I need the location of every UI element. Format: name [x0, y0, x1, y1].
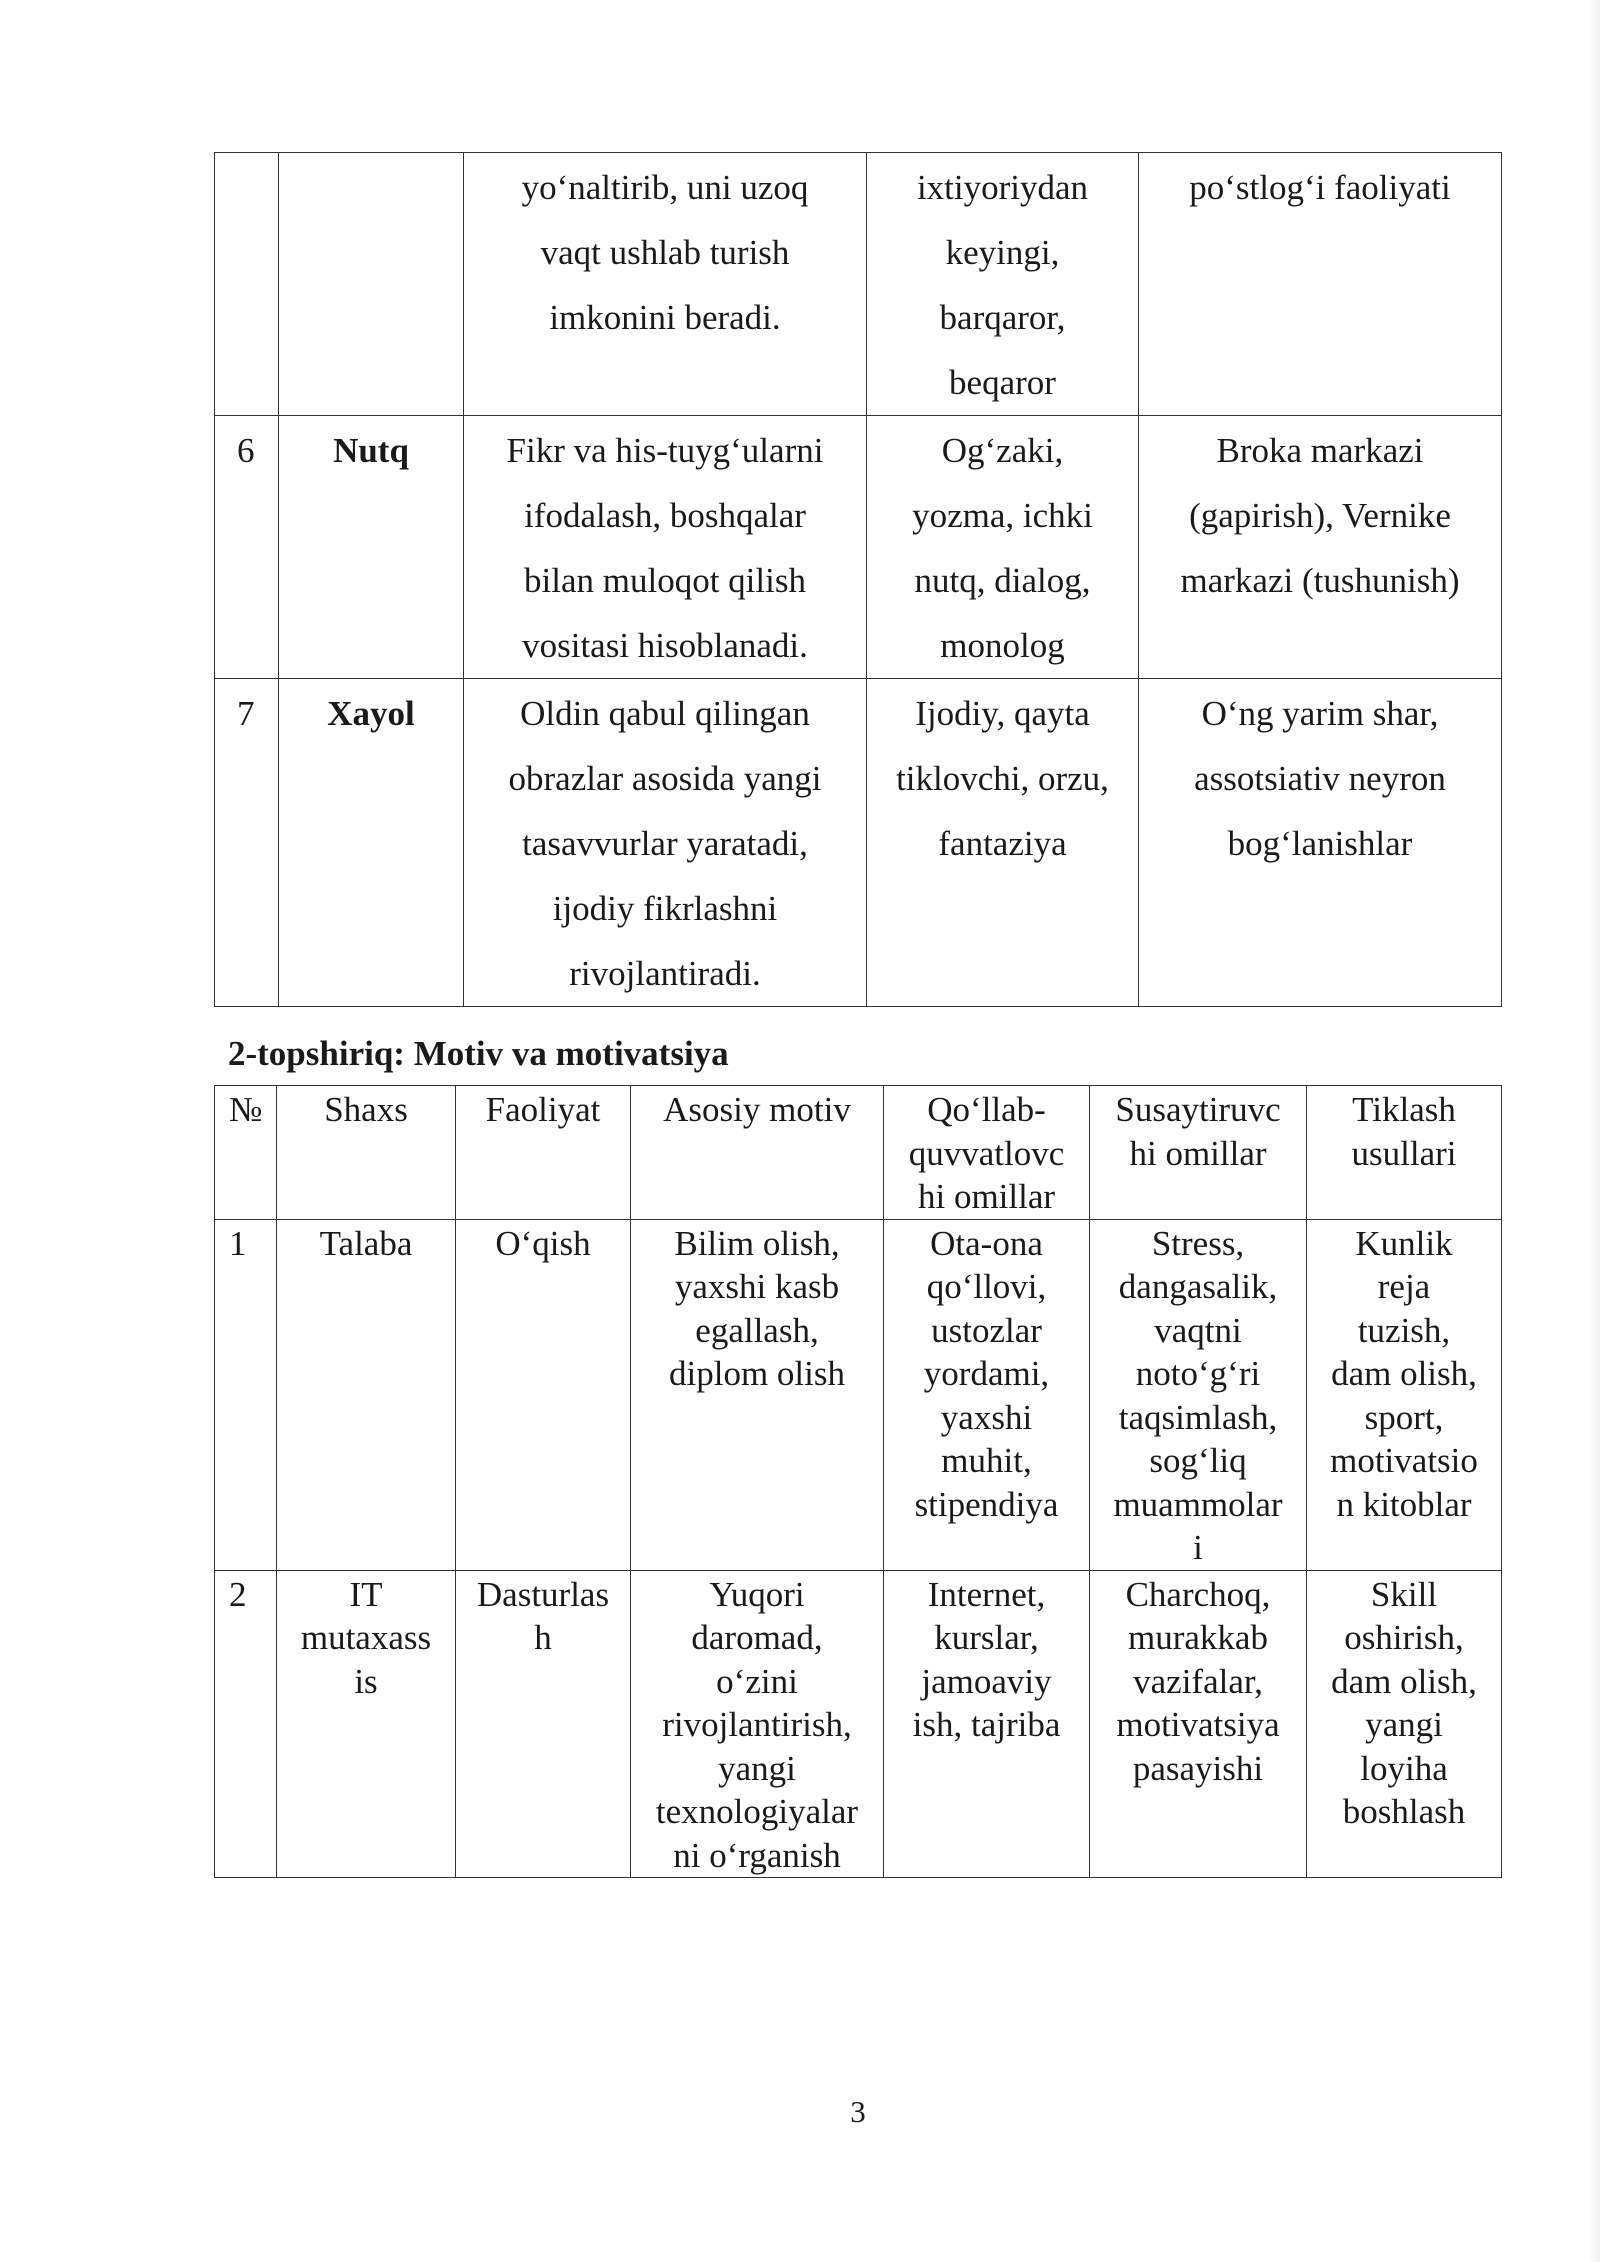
cell-line: dam olish,: [1331, 1661, 1477, 1701]
cell-line: ixtiyoriydan: [916, 168, 1089, 207]
cell-line: oshirish,: [1344, 1618, 1464, 1657]
cell-line: ijodiy fikrlashni: [552, 889, 778, 928]
cell-line: Oldin qabul qilingan: [520, 694, 810, 733]
cell-line: O‘qish: [495, 1223, 591, 1263]
cell-line: i: [1193, 1528, 1203, 1567]
cell-line: Talaba: [319, 1223, 413, 1263]
process-description: [464, 679, 867, 1007]
cell-line: (gapirish), Vernike: [1189, 496, 1451, 535]
process-types: [867, 679, 1139, 1007]
cell-line: assotsiativ neyron: [1194, 759, 1446, 798]
cell-line: fantaziya: [938, 824, 1067, 863]
weakening-cell: [1090, 1219, 1307, 1570]
process-name: Xayol: [279, 679, 464, 1007]
cell-line: Yuqori: [709, 1574, 805, 1614]
supporting-cell: [884, 1570, 1090, 1878]
cell-line: texnologiyalar: [655, 1792, 859, 1831]
process-types: [867, 153, 1139, 416]
cell-line: Susaytiruvc: [1115, 1090, 1281, 1129]
cognitive-processes-table: [214, 152, 1502, 1007]
row-number: 1: [215, 1219, 277, 1570]
cell-line: po‘stlog‘i faoliyati: [1189, 168, 1451, 207]
cell-line: Shaxs: [324, 1090, 408, 1129]
person-cell: [277, 1219, 456, 1570]
cell-line: Bilim olish,: [674, 1223, 840, 1263]
cell-line: qo‘llovi,: [926, 1267, 1047, 1306]
cell-line: Kunlik: [1355, 1223, 1453, 1263]
cell-line: yaxshi: [940, 1397, 1033, 1437]
table-row: [215, 679, 1502, 1007]
cell-line: vaqt ushlab turish: [540, 233, 790, 272]
cell-line: №: [229, 1090, 263, 1129]
cell-line: yangi: [1365, 1705, 1443, 1744]
cell-line: Internet,: [927, 1574, 1046, 1614]
cell-line: stipendiya: [914, 1484, 1059, 1524]
cell-line: bog‘lanishlar: [1227, 824, 1413, 863]
cell-line: daromad,: [691, 1618, 823, 1657]
cell-line: murakkab: [1128, 1618, 1268, 1657]
table-row: [215, 1570, 1502, 1878]
header-main-motive: [631, 1086, 884, 1220]
cell-line: Qo‘llab-: [927, 1090, 1046, 1129]
cell-line: Charchoq,: [1125, 1574, 1271, 1614]
cell-line: vositasi hisoblanadi.: [522, 626, 808, 665]
brain-area: [1139, 153, 1502, 416]
cell-line: keyingi,: [945, 233, 1060, 272]
table-row: [215, 153, 1502, 416]
activity-cell: [456, 1219, 631, 1570]
cell-line: diplom olish: [669, 1354, 845, 1393]
cell-line: tiklovchi, orzu,: [896, 759, 1109, 798]
cell-line: Og‘zaki,: [941, 431, 1064, 470]
page-number: 3: [850, 2094, 866, 2129]
cell-line: imkonini beradi.: [549, 298, 781, 337]
cell-line: Dasturlas: [476, 1574, 610, 1614]
header-weakening-factors: [1090, 1086, 1307, 1220]
header-recovery-methods: [1307, 1086, 1502, 1220]
cell-line: ifodalash, boshqalar: [524, 496, 806, 535]
cell-line: hi omillar: [917, 1177, 1056, 1216]
cell-line: Tiklash: [1352, 1090, 1456, 1129]
row-number: 6: [215, 416, 279, 679]
brain-area: [1139, 679, 1502, 1007]
cell-line: yordami,: [923, 1354, 1050, 1393]
motivation-table: [214, 1085, 1502, 1878]
cell-line: O‘ng yarim shar,: [1201, 694, 1439, 733]
row-number: [215, 153, 279, 416]
cell-line: Fikr va his-tuyg‘ularni: [506, 431, 824, 470]
recovery-cell: [1307, 1219, 1502, 1570]
cell-line: Skill: [1370, 1574, 1438, 1614]
process-name: Nutq: [279, 416, 464, 679]
table-header-row: [215, 1086, 1502, 1220]
cell-line: beqaror: [949, 363, 1056, 402]
cell-line: nutq, dialog,: [914, 561, 1091, 600]
cell-line: quvvatlovc: [908, 1133, 1065, 1173]
cell-line: Broka markazi: [1216, 431, 1424, 470]
cell-line: Ota-ona: [930, 1223, 1043, 1263]
row-number: 7: [215, 679, 279, 1007]
cell-line: kurslar,: [934, 1618, 1039, 1657]
cell-line: yo‘naltirib, uni uzoq: [521, 168, 809, 207]
cell-line: is: [354, 1661, 378, 1701]
header-person: [277, 1086, 456, 1220]
cell-line: rivojlantirish,: [662, 1705, 852, 1744]
supporting-cell: [884, 1219, 1090, 1570]
cell-line: vazifalar,: [1133, 1661, 1263, 1701]
cell-line: jamoaviy: [921, 1661, 1052, 1701]
cell-line: IT: [349, 1574, 383, 1614]
cell-line: dangasalik,: [1118, 1267, 1278, 1306]
header-activity: [456, 1086, 631, 1220]
cell-line: Faoliyat: [485, 1090, 601, 1129]
cell-line: ni o‘rganish: [673, 1835, 841, 1875]
cell-line: o‘zini: [716, 1661, 798, 1701]
cell-line: bilan muloqot qilish: [524, 561, 806, 600]
header-number: [215, 1086, 277, 1220]
person-cell: [277, 1570, 456, 1878]
weakening-cell: [1090, 1570, 1307, 1878]
cell-line: taqsimlash,: [1118, 1397, 1278, 1437]
process-name: [279, 153, 464, 416]
cell-line: boshlash: [1342, 1792, 1466, 1831]
cell-line: vaqtni: [1154, 1310, 1242, 1350]
cell-line: reja: [1377, 1267, 1431, 1306]
page-edge-shadow: [1588, 0, 1600, 2262]
recovery-cell: [1307, 1570, 1502, 1878]
cell-line: tasavvurlar yaratadi,: [522, 824, 808, 863]
cell-line: mutaxass: [300, 1618, 432, 1657]
cell-line: motivatsio: [1330, 1441, 1478, 1480]
motive-cell: [631, 1570, 884, 1878]
cell-line: barqaror,: [939, 298, 1066, 337]
cell-line: Ijodiy, qayta: [915, 694, 1090, 733]
cell-line: rivojlantiradi.: [569, 954, 761, 993]
header-supporting-factors: [884, 1086, 1090, 1220]
cell-line: yangi: [718, 1748, 796, 1788]
cell-line: Asosiy motiv: [663, 1090, 851, 1129]
cell-line: motivatsiya: [1116, 1705, 1280, 1744]
cell-line: dam olish,: [1331, 1354, 1477, 1393]
cell-line: tuzish,: [1357, 1310, 1451, 1350]
process-types: [867, 416, 1139, 679]
activity-cell: [456, 1570, 631, 1878]
cell-line: ustozlar: [931, 1310, 1042, 1350]
cell-line: usullari: [1351, 1133, 1457, 1173]
process-description: [464, 416, 867, 679]
cell-line: Stress,: [1151, 1223, 1245, 1263]
cell-line: egallash,: [695, 1310, 819, 1350]
cell-line: sog‘liq: [1149, 1441, 1247, 1480]
row-number: 2: [215, 1570, 277, 1878]
motive-cell: [631, 1219, 884, 1570]
cell-line: yaxshi kasb: [674, 1267, 840, 1306]
table-row: [215, 1219, 1502, 1570]
cell-line: muammolar: [1113, 1484, 1283, 1524]
cell-line: pasayishi: [1132, 1748, 1264, 1788]
cell-line: yozma, ichki: [912, 496, 1093, 535]
cell-line: monolog: [940, 626, 1065, 665]
cell-line: markazi (tushunish): [1180, 561, 1460, 600]
cell-line: ish, tajriba: [912, 1705, 1061, 1744]
cell-line: hi omillar: [1129, 1133, 1267, 1173]
cell-line: obrazlar asosida yangi: [508, 759, 822, 798]
cell-line: sport,: [1364, 1397, 1444, 1437]
cell-line: n kitoblar: [1336, 1484, 1472, 1524]
cell-line: muhit,: [941, 1441, 1032, 1480]
cell-line: noto‘g‘ri: [1135, 1354, 1261, 1393]
process-description: [464, 153, 867, 416]
section-heading: 2-topshiriq: Motiv va motivatsiya: [228, 1034, 729, 1073]
cell-line: h: [534, 1618, 552, 1657]
brain-area: [1139, 416, 1502, 679]
table-row: [215, 416, 1502, 679]
cell-line: loyiha: [1360, 1748, 1448, 1788]
